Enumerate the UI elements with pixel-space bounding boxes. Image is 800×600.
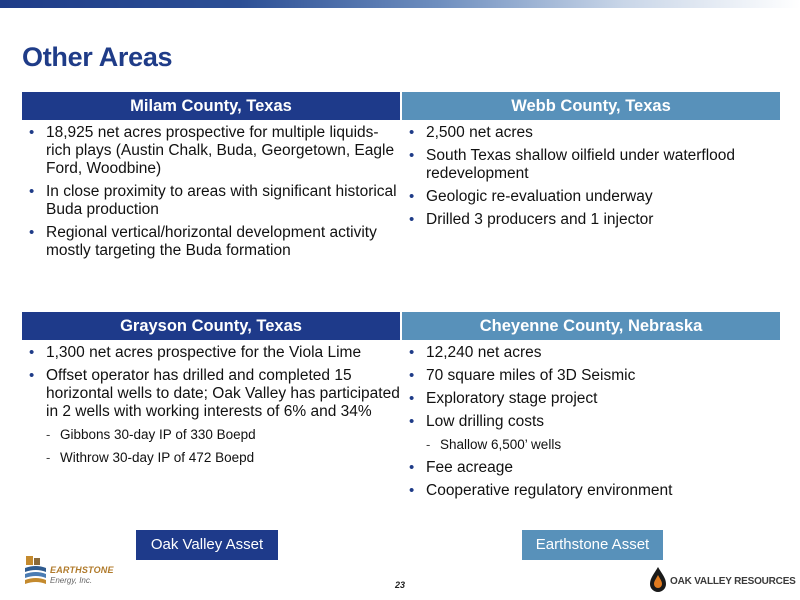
bullet-item: • Regional vertical/horizontal development activity mostly targeting the Buda formation — [22, 224, 400, 260]
panel-grayson-county — [22, 312, 400, 472]
sub-bullet-item: - Gibbons 30-day IP of 330 Boepd — [22, 426, 400, 443]
page-number: 23 — [394, 580, 405, 590]
sub-bullet-item: - Shallow 6,500’ wells — [402, 436, 780, 453]
panel-header-milam: Milam County, Texas — [22, 92, 400, 120]
bullet-item: • 1,300 net acres prospective for the Viola Lime — [22, 344, 400, 362]
oak-valley-drop-icon — [648, 566, 668, 594]
bullet-item: • Geologic re-evaluation underway — [402, 188, 780, 206]
panel-webb-county — [402, 92, 780, 234]
sub-bullet-item: - Withrow 30-day IP of 472 Boepd — [22, 449, 400, 466]
earthstone-asset-legend: Earthstone Asset — [522, 530, 663, 560]
bullet-item: • 70 square miles of 3D Seismic — [402, 367, 780, 385]
panel-milam-county — [22, 92, 400, 265]
top-gradient-band — [0, 0, 800, 8]
bullet-list-grayson — [22, 344, 400, 466]
bullet-item: • 2,500 net acres — [402, 124, 780, 142]
bullet-item: • Cooperative regulatory environment — [402, 482, 780, 500]
panel-cheyenne-county — [402, 312, 780, 505]
bullet-item: • Fee acreage — [402, 459, 780, 477]
bullet-item: • Low drilling costs — [402, 413, 780, 431]
earthstone-logo-name: EARTHSTONE — [50, 565, 114, 575]
bullet-item: • Offset operator has drilled and completed 15 horizontal wells to date; Oak Valley has participated in 2 wells with working interests of 6% and 34% — [22, 367, 400, 421]
panel-header-webb: Webb County, Texas — [402, 92, 780, 120]
panel-header-grayson: Grayson County, Texas — [22, 312, 400, 340]
bullet-list-milam — [22, 124, 400, 260]
bullet-list-cheyenne — [402, 344, 780, 500]
page-title: Other Areas — [22, 42, 173, 72]
oak-valley-asset-legend: Oak Valley Asset — [136, 530, 278, 560]
bullet-list-webb — [402, 124, 780, 229]
bullet-item: • Drilled 3 producers and 1 injector — [402, 211, 780, 229]
bullet-item: • 18,925 net acres prospective for multiple liquids-rich plays (Austin Chalk, Buda, Georgetown, Eagle Ford, Woodbine) — [22, 124, 400, 178]
bullet-item: • 12,240 net acres — [402, 344, 780, 362]
panel-header-cheyenne: Cheyenne County, Nebraska — [402, 312, 780, 340]
bullet-item: • Exploratory stage project — [402, 390, 780, 408]
oak-valley-logo — [648, 566, 798, 596]
earthstone-logo-subtitle: Energy, Inc. — [50, 576, 93, 585]
oak-valley-logo-name: OAK VALLEY RESOURCES — [670, 576, 796, 587]
bullet-item: • In close proximity to areas with significant historical Buda production — [22, 183, 400, 219]
bullet-item: • South Texas shallow oilfield under waterflood redevelopment — [402, 147, 780, 183]
